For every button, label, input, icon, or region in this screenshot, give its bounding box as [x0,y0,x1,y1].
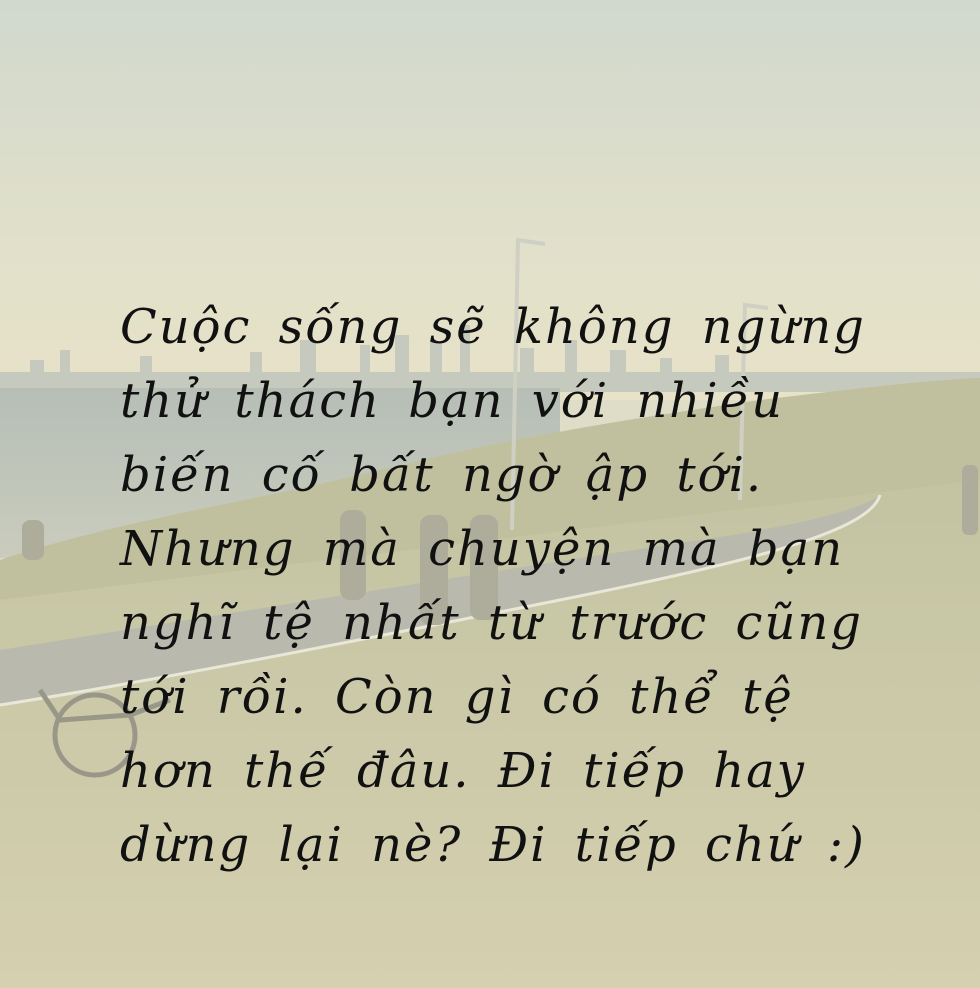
smiley-emoticon: :) [826,817,866,873]
handwritten-caption [120,290,900,882]
caption-text: Cuộc sống sẽ không ngừng thử thách bạn với nhiều biến cố bất ngờ ập tới. Nhưng mà chuyện mà bạn nghĩ tệ nhất từ trước cũng tới rồi. Còn gì có thể tệ hơn thế đâu. Đi tiếp hay dừng lại nè? Đi tiếp chứ [120,299,866,873]
